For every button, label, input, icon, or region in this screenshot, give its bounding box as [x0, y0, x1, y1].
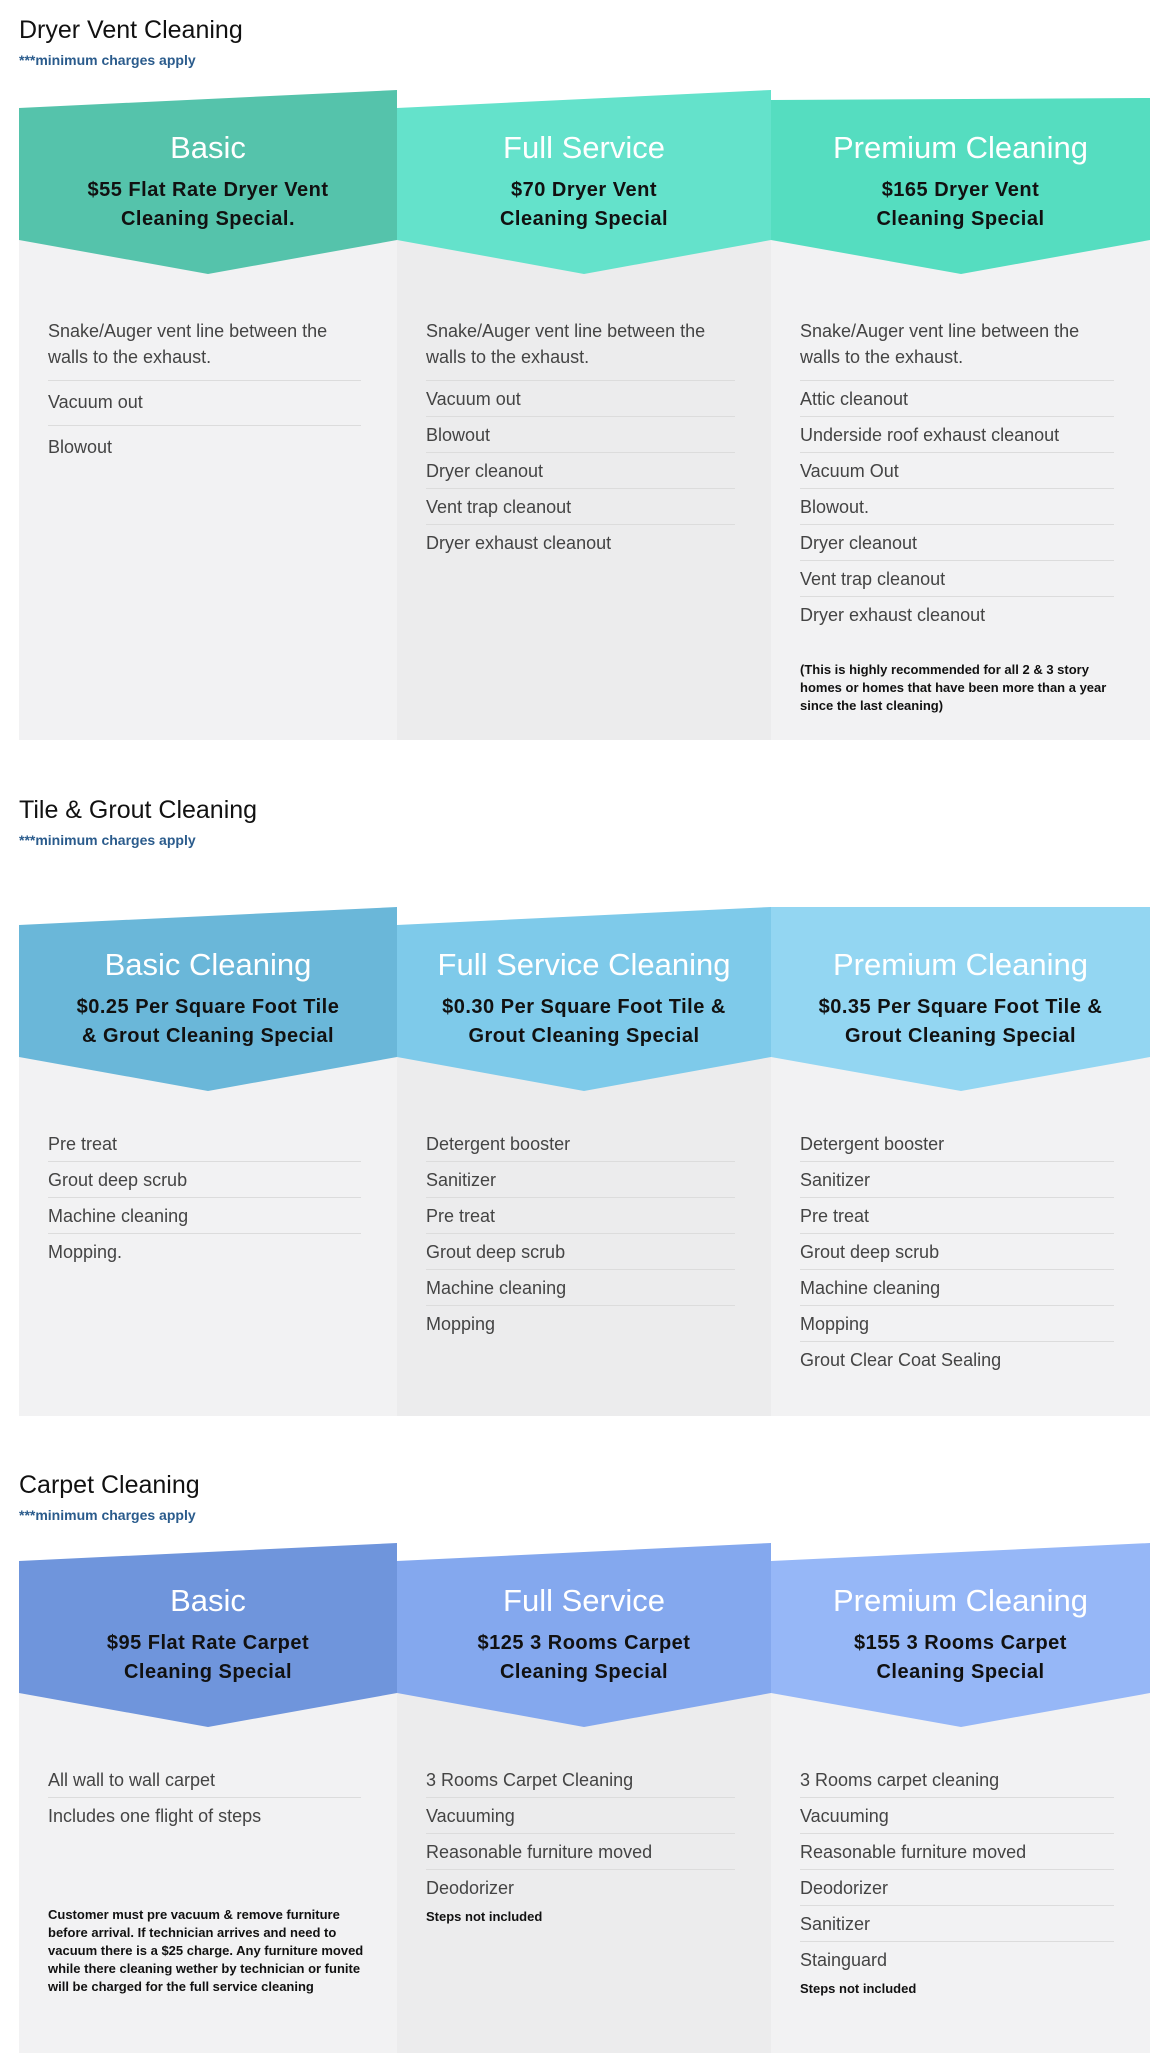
plan-price: $95 Flat Rate Carpet Cleaning Special — [106, 1632, 310, 1683]
section-carpet — [19, 1455, 1150, 2055]
feature-item: Blowout — [48, 437, 113, 457]
plan-banner — [397, 1541, 771, 1727]
feature-item: Vacuum out — [426, 381, 735, 417]
plan-price: $55 Flat Rate Dryer Vent Cleaning Special. — [87, 179, 329, 230]
plan-price: $70 Dryer Vent Cleaning Special — [499, 179, 669, 230]
plan-note: Steps not included — [800, 1981, 917, 1996]
feature-item: Snake/Auger vent line between the walls to the exhaust. — [48, 310, 361, 381]
feature-list — [48, 310, 361, 470]
feature-item: Dryer cleanout — [800, 525, 1114, 561]
feature-item: Vacuuming — [426, 1798, 735, 1834]
feature-item: Deodorizer — [800, 1870, 1114, 1906]
plan-note: Steps not included — [426, 1909, 543, 1924]
plan-price: $155 3 Rooms Carpet Cleaning Special — [854, 1632, 1067, 1683]
feature-item: Blowout. — [800, 489, 1114, 525]
plan-name: Premium Cleaning — [833, 1583, 1088, 1618]
feature-item: Pre treat — [426, 1198, 735, 1234]
feature-item: Snake/Auger vent line between the walls to the exhaust. — [426, 313, 735, 381]
plan-banner — [397, 905, 771, 1091]
feature-item: Stainguard — [800, 1950, 888, 1970]
minimum-charges-note: ***minimum charges apply — [19, 52, 196, 68]
feature-item: Grout deep scrub — [800, 1234, 1114, 1270]
plan-card-basic — [19, 88, 397, 740]
section-title: Dryer Vent Cleaning — [19, 16, 243, 44]
feature-item: Machine cleaning — [426, 1270, 735, 1306]
feature-item: Vacuum out — [48, 381, 361, 426]
feature-item: Mopping — [800, 1306, 1114, 1342]
feature-list — [426, 313, 735, 560]
minimum-charges-note: ***minimum charges apply — [19, 832, 196, 848]
feature-item: Pre treat — [48, 1126, 361, 1162]
minimum-charges-note: ***minimum charges apply — [19, 1507, 196, 1523]
feature-item: Detergent booster — [426, 1126, 735, 1162]
feature-list — [800, 1762, 1114, 1977]
feature-item: Vent trap cleanout — [800, 561, 1114, 597]
plan-card-premium-cleaning — [771, 905, 1150, 1416]
plan-note: Customer must pre vacuum & remove furniture before arrival. If technician arrives and need to vacuum there is a $25 charge. Any furniture moved while there cleaning wether by technician or funite will be charged for the full service cleaning — [48, 1907, 364, 1994]
plan-price: $0.35 Per Square Foot Tile & Grout Cleaning Special — [818, 996, 1103, 1047]
feature-item: Blowout — [426, 417, 735, 453]
feature-list — [426, 1126, 735, 1341]
feature-item: Snake/Auger vent line between the walls to the exhaust. — [800, 313, 1114, 381]
plan-banner — [771, 1541, 1150, 1727]
feature-item: All wall to wall carpet — [48, 1762, 361, 1798]
plan-price: $0.30 Per Square Foot Tile & Grout Cleaning Special — [442, 996, 726, 1047]
plan-banner — [397, 88, 771, 274]
feature-item: Grout Clear Coat Sealing — [800, 1350, 1002, 1370]
feature-item: 3 Rooms carpet cleaning — [800, 1762, 1114, 1798]
feature-item: Grout deep scrub — [426, 1234, 735, 1270]
feature-item: Sanitizer — [426, 1162, 735, 1198]
plan-card-premium — [771, 88, 1150, 740]
feature-list — [800, 313, 1114, 632]
plan-name: Full Service — [503, 1583, 665, 1618]
feature-item: Dryer exhaust cleanout — [426, 533, 612, 553]
feature-item: Dryer exhaust cleanout — [800, 605, 986, 625]
feature-item: Detergent booster — [800, 1126, 1114, 1162]
plan-banner — [19, 88, 397, 274]
feature-item: Vacuum Out — [800, 453, 1114, 489]
feature-item: Reasonable furniture moved — [426, 1834, 735, 1870]
feature-item: Machine cleaning — [48, 1198, 361, 1234]
feature-item: Vacuuming — [800, 1798, 1114, 1834]
feature-item: Vent trap cleanout — [426, 489, 735, 525]
plan-name: Full Service Cleaning — [437, 947, 731, 982]
feature-item: Includes one flight of steps — [48, 1806, 262, 1826]
feature-item: 3 Rooms Carpet Cleaning — [426, 1762, 735, 1798]
feature-item: Underside roof exhaust cleanout — [800, 417, 1114, 453]
pricing-columns — [19, 1541, 1150, 2053]
plan-name: Basic Cleaning — [104, 947, 312, 982]
plan-note: (This is highly recommended for all 2 & 3 story homes or homes that have been more than a year since the last cleaning) — [800, 662, 1107, 713]
feature-item: Dryer cleanout — [426, 453, 735, 489]
feature-list — [426, 1762, 735, 1905]
plan-banner — [771, 905, 1150, 1091]
plan-banner — [771, 88, 1150, 274]
plan-card-premium — [771, 1541, 1150, 2053]
plan-banner — [19, 1541, 397, 1727]
plan-price: $165 Dryer Vent Cleaning Special — [876, 179, 1045, 230]
feature-item: Mopping. — [48, 1242, 123, 1262]
plan-card-full-service — [397, 88, 771, 740]
plan-price: $0.25 Per Square Foot Tile & Grout Cleaning Special — [76, 996, 340, 1047]
feature-list — [800, 1126, 1114, 1377]
section-title: Tile & Grout Cleaning — [19, 796, 258, 824]
feature-item: Deodorizer — [426, 1878, 515, 1898]
feature-item: Attic cleanout — [800, 381, 1114, 417]
plan-card-basic-cleaning — [19, 905, 397, 1416]
plan-name: Basic — [170, 1583, 246, 1618]
plan-banner — [19, 905, 397, 1091]
feature-item: Sanitizer — [800, 1162, 1114, 1198]
pricing-columns — [19, 905, 1150, 1416]
plan-card-basic — [19, 1541, 397, 2053]
feature-item: Sanitizer — [800, 1906, 1114, 1942]
feature-item: Machine cleaning — [800, 1270, 1114, 1306]
feature-item: Mopping — [426, 1314, 496, 1334]
section-dryer-vent — [19, 0, 1150, 740]
feature-list — [48, 1126, 361, 1269]
plan-price: $125 3 Rooms Carpet Cleaning Special — [477, 1632, 691, 1683]
section-tile-grout — [19, 780, 1150, 1420]
plan-name: Full Service — [503, 130, 665, 165]
plan-name: Premium Cleaning — [833, 130, 1088, 165]
plan-name: Premium Cleaning — [833, 947, 1088, 982]
feature-item: Reasonable furniture moved — [800, 1834, 1114, 1870]
section-title: Carpet Cleaning — [19, 1471, 200, 1499]
feature-list — [48, 1762, 361, 1833]
plan-name: Basic — [170, 130, 246, 165]
plan-card-full-service-cleaning — [397, 905, 771, 1416]
feature-item: Grout deep scrub — [48, 1162, 361, 1198]
feature-item: Pre treat — [800, 1198, 1114, 1234]
plan-card-full-service — [397, 1541, 771, 2053]
pricing-columns — [19, 88, 1150, 740]
